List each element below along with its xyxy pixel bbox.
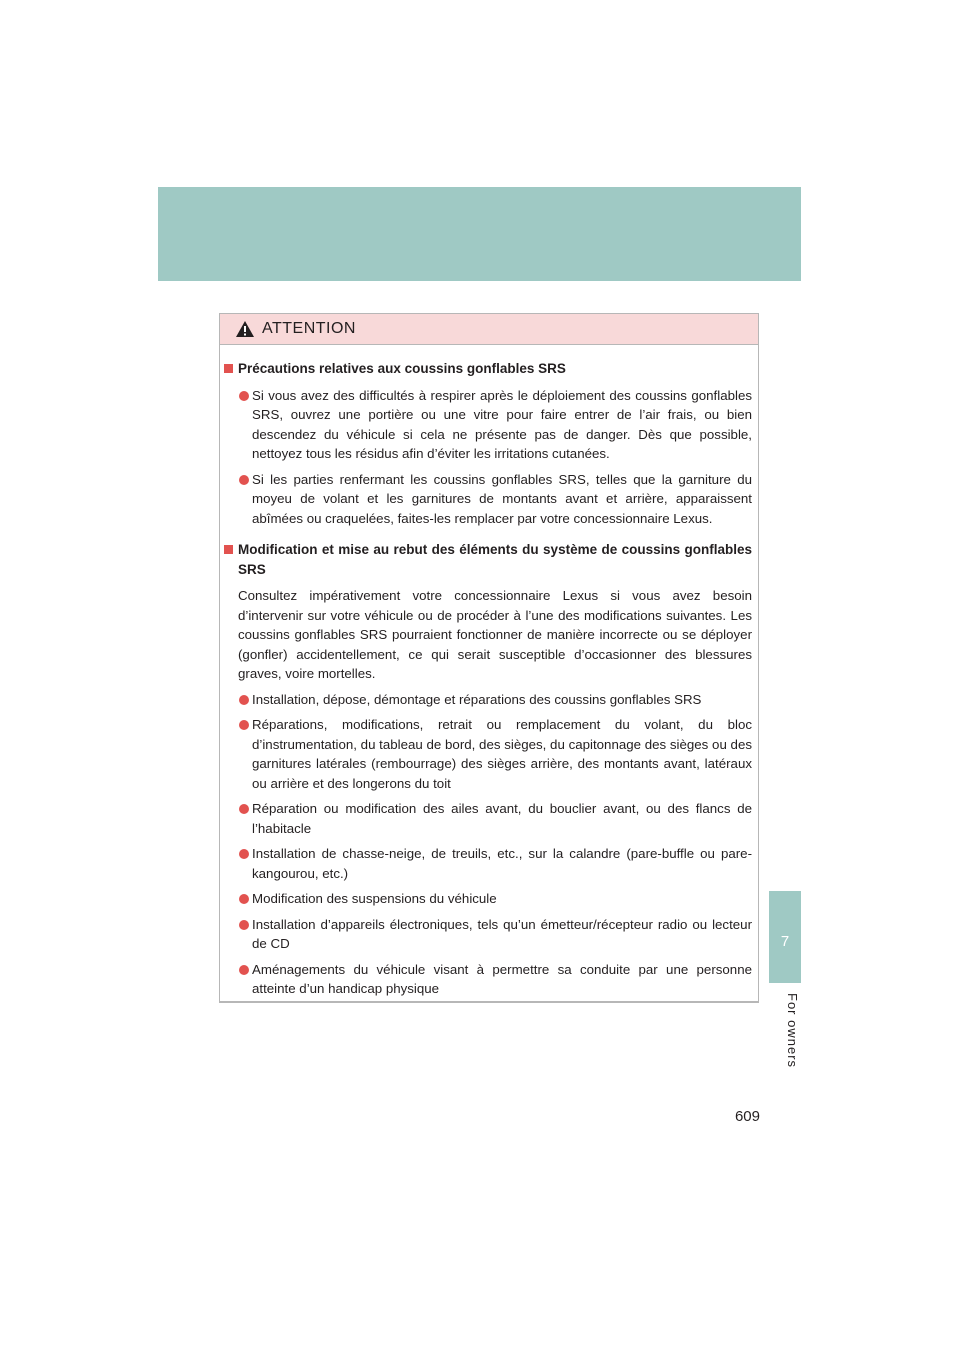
section-heading: Modification et mise au rebut des éléments du système de coussins gonflables SRS	[220, 540, 752, 579]
square-bullet-icon	[224, 545, 233, 554]
square-bullet-icon	[224, 364, 233, 373]
section-heading: Précautions relatives aux coussins gonflables SRS	[220, 359, 752, 379]
dot-bullet-icon	[239, 475, 249, 485]
warning-header	[220, 314, 758, 345]
list-item: Installation d’appareils électroniques, tels qu’un émetteur/récepteur radio ou lecteur de CD	[220, 915, 752, 954]
section-paragraph: Consultez impérativement votre concessionnaire Lexus si vous avez besoin d’intervenir sur votre véhicule ou de procéder à l’une des modifications suivantes. Les coussins gonflables SRS pourraient fonctionner de manière incorrecte ou se déployer (gonfler) accidentellement, ce qui serait susceptible d’occasionner des blessures graves, voire mortelles.	[238, 588, 752, 681]
warning-title: ATTENTION	[262, 320, 356, 337]
list-item: Si vous avez des difficultés à respirer après le déploiement des coussins gonflables SRS, ouvrez une portière ou une vitre pour faire entrer de l’air frais, ou bien descendez du véhicule si cela ne présente pas de danger. Dès que possible, nettoyez tous les résidus afin d’éviter les irritations cutanées.	[220, 386, 752, 464]
dot-bullet-icon	[239, 720, 249, 730]
header-band	[158, 187, 801, 281]
warning-triangle-icon	[235, 320, 255, 338]
page-number: 609	[734, 1108, 760, 1125]
dot-bullet-icon	[239, 695, 249, 705]
dot-bullet-icon	[239, 804, 249, 814]
warning-box	[219, 313, 759, 1003]
dot-bullet-icon	[239, 965, 249, 975]
list-item: Réparations, modifications, retrait ou remplacement du volant, du bloc d’instrumentation, du tableau de bord, des sièges, du capitonnage des sièges ou des garnitures latérales (rembourrage) des sièges arrière, des montants avant, latéraux ou arrière et des longerons du toit	[220, 715, 752, 793]
list-item: Aménagements du véhicule visant à permettre sa conduite par une personne atteinte d’un handicap physique	[220, 960, 752, 999]
chapter-tab	[769, 891, 801, 983]
dot-bullet-icon	[239, 920, 249, 930]
dot-bullet-icon	[239, 391, 249, 401]
chapter-label: For owners	[785, 993, 800, 1069]
dot-bullet-icon	[239, 894, 249, 904]
warning-body	[220, 345, 758, 999]
chapter-number: 7	[780, 933, 790, 950]
list-item: Si les parties renfermant les coussins gonflables SRS, telles que la garniture du moyeu de volant et les garnitures de montants avant et arrière, apparaissent abîmées ou craquelées, faites-les remplacer par votre concessionnaire Lexus.	[220, 470, 752, 529]
list-item: Installation, dépose, démontage et réparations des coussins gonflables SRS	[220, 690, 752, 710]
dot-bullet-icon	[239, 849, 249, 859]
list-item: Modification des suspensions du véhicule	[220, 889, 752, 909]
list-item: Installation de chasse-neige, de treuils, etc., sur la calandre (pare-buffle ou pare-kangourou, etc.)	[220, 844, 752, 883]
list-item: Réparation ou modification des ailes avant, du bouclier avant, ou des flancs de l’habitacle	[220, 799, 752, 838]
